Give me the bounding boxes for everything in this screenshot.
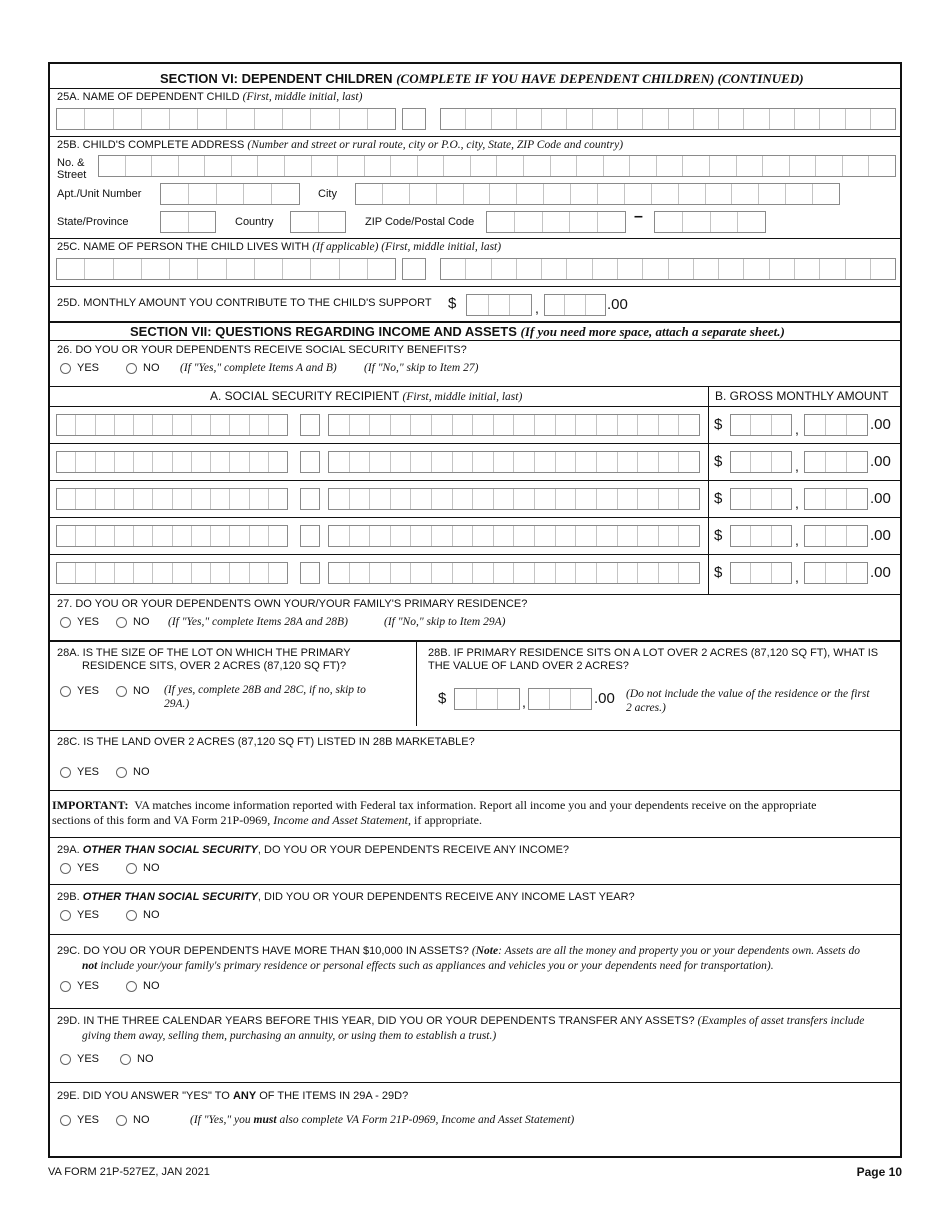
q27-no-option[interactable]: NO xyxy=(116,616,150,628)
q25d-dollar-sign: $ xyxy=(448,295,457,312)
ss-amount-comma-5: , xyxy=(795,569,799,585)
ss-recipient-last-name-field-3[interactable] xyxy=(328,488,700,510)
zip-dash: – xyxy=(634,208,643,225)
q26-col-a-header: A. SOCIAL SECURITY RECIPIENT (First, middle initial, last) xyxy=(210,389,523,403)
q25d-cents: .00 xyxy=(607,296,628,313)
q29b-label: 29B. OTHER THAN SOCIAL SECURITY, DID YOU OR YOUR DEPENDENTS RECEIVE ANY INCOME LAST YEAR? xyxy=(57,891,635,903)
q25d-thousands-field[interactable] xyxy=(466,294,532,316)
ss-recipient-middle-initial-field-2[interactable] xyxy=(300,451,320,473)
ss-amount-dollar-sign-3: $ xyxy=(714,490,723,507)
q25c-first-name-field[interactable] xyxy=(56,258,396,280)
ss-amount-cents-1: .00 xyxy=(870,416,891,433)
q25c-label: 25C. NAME OF PERSON THE CHILD LIVES WITH (If applicable) (First, middle initial, last) xyxy=(57,241,502,253)
q25b-zip-ext-field[interactable] xyxy=(654,211,766,233)
q29c-yes-option[interactable]: YES xyxy=(60,980,99,992)
q29d-label: 29D. IN THE THREE CALENDAR YEARS BEFORE THIS YEAR, DID YOU OR YOUR DEPENDENTS TRANSFER ANY ASSETS? (Examples of asset transfers include giving them away, selling them, purchasing an annuity, or using them to establish a trust.) xyxy=(57,1015,865,1042)
form-frame xyxy=(48,62,902,1158)
ss-amount-cents-5: .00 xyxy=(870,564,891,581)
q29c-label: 29C. DO YOU OR YOUR DEPENDENTS HAVE MORE THAN $10,000 IN ASSETS? (Note: Assets are all the money and property you or your dependents own. Assets do not include your/your family's primary residence or personal effects such as appliances and vehicles you or your dependents need for transportation). xyxy=(57,945,860,972)
apt-label: Apt./Unit Number xyxy=(57,188,142,200)
street-label: No. & Street xyxy=(57,157,87,181)
ss-amount-thousands-field-4[interactable] xyxy=(730,525,792,547)
radio-icon xyxy=(120,1054,131,1065)
q29a-label: 29A. OTHER THAN SOCIAL SECURITY, DO YOU OR YOUR DEPENDENTS RECEIVE ANY INCOME? xyxy=(57,844,570,856)
radio-icon xyxy=(60,981,71,992)
page-number: Page 10 xyxy=(856,1165,902,1179)
q26-label: 26. DO YOU OR YOUR DEPENDENTS RECEIVE SOCIAL SECURITY BENEFITS? xyxy=(57,344,467,356)
ss-recipient-last-name-field-5[interactable] xyxy=(328,562,700,584)
ss-amount-dollar-sign-5: $ xyxy=(714,564,723,581)
q28c-no-option[interactable]: NO xyxy=(116,766,150,778)
ss-amount-dollar-sign-1: $ xyxy=(714,416,723,433)
zip-label: ZIP Code/Postal Code xyxy=(365,216,475,228)
q25b-state-field[interactable] xyxy=(160,211,216,233)
q28b-hundreds-field[interactable] xyxy=(528,688,592,710)
q26-instruction-no: (If "No," skip to Item 27) xyxy=(364,362,479,374)
ss-amount-dollar-sign-4: $ xyxy=(714,527,723,544)
ss-recipient-first-name-field-2[interactable] xyxy=(56,451,288,473)
ss-amount-dollar-sign-2: $ xyxy=(714,453,723,470)
q25d-label: 25D. MONTHLY AMOUNT YOU CONTRIBUTE TO THE CHILD'S SUPPORT xyxy=(57,297,432,309)
radio-icon xyxy=(116,617,127,628)
q28c-label: 28C. IS THE LAND OVER 2 ACRES (87,120 SQ FT) LISTED IN 28B MARKETABLE? xyxy=(57,736,475,748)
section-6-title: SECTION VI: DEPENDENT CHILDREN (COMPLETE IF YOU HAVE DEPENDENT CHILDREN) (CONTINUED) xyxy=(160,71,804,86)
radio-icon xyxy=(116,1115,127,1126)
ss-recipient-first-name-field-1[interactable] xyxy=(56,414,288,436)
q28b-cents: .00 xyxy=(594,690,615,707)
q29b-yes-option[interactable]: YES xyxy=(60,909,99,921)
radio-icon xyxy=(60,1054,71,1065)
q25c-last-name-field[interactable] xyxy=(440,258,896,280)
city-label: City xyxy=(318,188,337,200)
radio-icon xyxy=(60,767,71,778)
radio-icon xyxy=(116,767,127,778)
q29e-label: 29E. DID YOU ANSWER "YES" TO ANY OF THE ITEMS IN 29A - 29D? xyxy=(57,1090,409,1102)
ss-amount-cents-2: .00 xyxy=(870,453,891,470)
ss-recipient-middle-initial-field-1[interactable] xyxy=(300,414,320,436)
radio-icon xyxy=(60,363,71,374)
ss-recipient-middle-initial-field-5[interactable] xyxy=(300,562,320,584)
ss-recipient-last-name-field-1[interactable] xyxy=(328,414,700,436)
radio-icon xyxy=(126,910,137,921)
q25d-comma: , xyxy=(535,300,539,316)
q25b-apt-field[interactable] xyxy=(160,183,300,205)
q28b-thousands-field[interactable] xyxy=(454,688,520,710)
ss-recipient-middle-initial-field-3[interactable] xyxy=(300,488,320,510)
radio-icon xyxy=(60,686,71,697)
radio-icon xyxy=(60,1115,71,1126)
q28b-dollar-sign: $ xyxy=(438,690,447,707)
q26-no-option[interactable]: NO xyxy=(126,362,160,374)
q28a-label: 28A. IS THE SIZE OF THE LOT ON WHICH THE PRIMARY RESIDENCE SITS, OVER 2 ACRES (87,120 SQ FT)? xyxy=(57,647,351,672)
q25b-label: 25B. CHILD'S COMPLETE ADDRESS (Number and street or rural route, city or P.O., city, State, ZIP Code and country) xyxy=(57,139,624,151)
q27-yes-option[interactable]: YES xyxy=(60,616,99,628)
ss-amount-thousands-field-1[interactable] xyxy=(730,414,792,436)
ss-amount-hundreds-field-4[interactable] xyxy=(804,525,868,547)
important-notice: IMPORTANT: VA matches income information reported with Federal tax information. Report all income you and your dependents receive on the appropriate sections of this form and VA Form 21P-0969, Income and Asset Statement, if appropriate. xyxy=(52,798,817,827)
ss-amount-comma-3: , xyxy=(795,495,799,511)
q28a-no-option[interactable]: NO xyxy=(116,685,150,697)
q28b-note: (Do not include the value of the residence or the first 2 acres.) xyxy=(626,688,870,714)
radio-icon xyxy=(126,981,137,992)
q25b-country-field[interactable] xyxy=(290,211,346,233)
radio-icon xyxy=(60,863,71,874)
radio-icon xyxy=(126,363,137,374)
q29a-yes-option[interactable]: YES xyxy=(60,862,99,874)
ss-recipient-middle-initial-field-4[interactable] xyxy=(300,525,320,547)
q25a-first-name-field[interactable] xyxy=(56,108,396,130)
ss-recipient-last-name-field-2[interactable] xyxy=(328,451,700,473)
q26-yes-option[interactable]: YES xyxy=(60,362,99,374)
q29b-no-option[interactable]: NO xyxy=(126,909,160,921)
ss-amount-hundreds-field-3[interactable] xyxy=(804,488,868,510)
ss-recipient-last-name-field-4[interactable] xyxy=(328,525,700,547)
q25d-hundreds-field[interactable] xyxy=(544,294,606,316)
ss-recipient-first-name-field-3[interactable] xyxy=(56,488,288,510)
ss-recipient-first-name-field-5[interactable] xyxy=(56,562,288,584)
ss-amount-thousands-field-2[interactable] xyxy=(730,451,792,473)
ss-recipient-first-name-field-4[interactable] xyxy=(56,525,288,547)
ss-amount-thousands-field-3[interactable] xyxy=(730,488,792,510)
radio-icon xyxy=(116,686,127,697)
q25a-middle-initial-field[interactable] xyxy=(402,108,426,130)
state-label: State/Province xyxy=(57,216,129,228)
section-7-title: SECTION VII: QUESTIONS REGARDING INCOME AND ASSETS (If you need more space, attach a separate sheet.) xyxy=(130,324,785,339)
q25a-label: 25A. NAME OF DEPENDENT CHILD (First, middle initial, last) xyxy=(57,91,363,103)
ss-amount-cents-4: .00 xyxy=(870,527,891,544)
q26-col-b-header: B. GROSS MONTHLY AMOUNT xyxy=(715,389,889,403)
q28a-yes-option[interactable]: YES xyxy=(60,685,99,697)
q29e-instruction: (If "Yes," you must also complete VA Form 21P-0969, Income and Asset Statement) xyxy=(190,1114,575,1126)
country-label: Country xyxy=(235,216,274,228)
q28c-yes-option[interactable]: YES xyxy=(60,766,99,778)
q29e-yes-option[interactable]: YES xyxy=(60,1114,99,1126)
q26-instruction-yes: (If "Yes," complete Items A and B) xyxy=(180,362,337,374)
radio-icon xyxy=(60,910,71,921)
q29c-no-option[interactable]: NO xyxy=(126,980,160,992)
ss-amount-comma-1: , xyxy=(795,421,799,437)
form-id: VA FORM 21P-527EZ, JAN 2021 xyxy=(48,1166,210,1178)
q29e-no-option[interactable]: NO xyxy=(116,1114,150,1126)
q27-label: 27. DO YOU OR YOUR DEPENDENTS OWN YOUR/YOUR FAMILY'S PRIMARY RESIDENCE? xyxy=(57,598,528,610)
q27-instruction-no: (If "No," skip to Item 29A) xyxy=(384,616,506,628)
q29a-no-option[interactable]: NO xyxy=(126,862,160,874)
ss-amount-hundreds-field-1[interactable] xyxy=(804,414,868,436)
ss-amount-thousands-field-5[interactable] xyxy=(730,562,792,584)
q25b-city-field[interactable] xyxy=(355,183,840,205)
q25c-middle-initial-field[interactable] xyxy=(402,258,426,280)
q29d-yes-option[interactable]: YES xyxy=(60,1053,99,1065)
q25b-street-field[interactable] xyxy=(98,155,896,177)
q25a-last-name-field[interactable] xyxy=(440,108,896,130)
ss-amount-comma-2: , xyxy=(795,458,799,474)
ss-amount-hundreds-field-2[interactable] xyxy=(804,451,868,473)
ss-amount-hundreds-field-5[interactable] xyxy=(804,562,868,584)
q28b-label: 28B. IF PRIMARY RESIDENCE SITS ON A LOT OVER 2 ACRES (87,120 SQ FT), WHAT IS THE VALUE OF LAND OVER 2 ACRES? xyxy=(428,647,879,672)
radio-icon xyxy=(60,617,71,628)
q28b-comma: , xyxy=(522,694,526,710)
ss-amount-comma-4: , xyxy=(795,532,799,548)
ss-amount-cents-3: .00 xyxy=(870,490,891,507)
q27-instruction-yes: (If "Yes," complete Items 28A and 28B) xyxy=(168,616,348,628)
q28a-instruction: (If yes, complete 28B and 28C, if no, skip to 29A.) xyxy=(164,684,366,710)
q29d-no-option[interactable]: NO xyxy=(120,1053,154,1065)
q25b-zip-field[interactable] xyxy=(486,211,626,233)
radio-icon xyxy=(126,863,137,874)
